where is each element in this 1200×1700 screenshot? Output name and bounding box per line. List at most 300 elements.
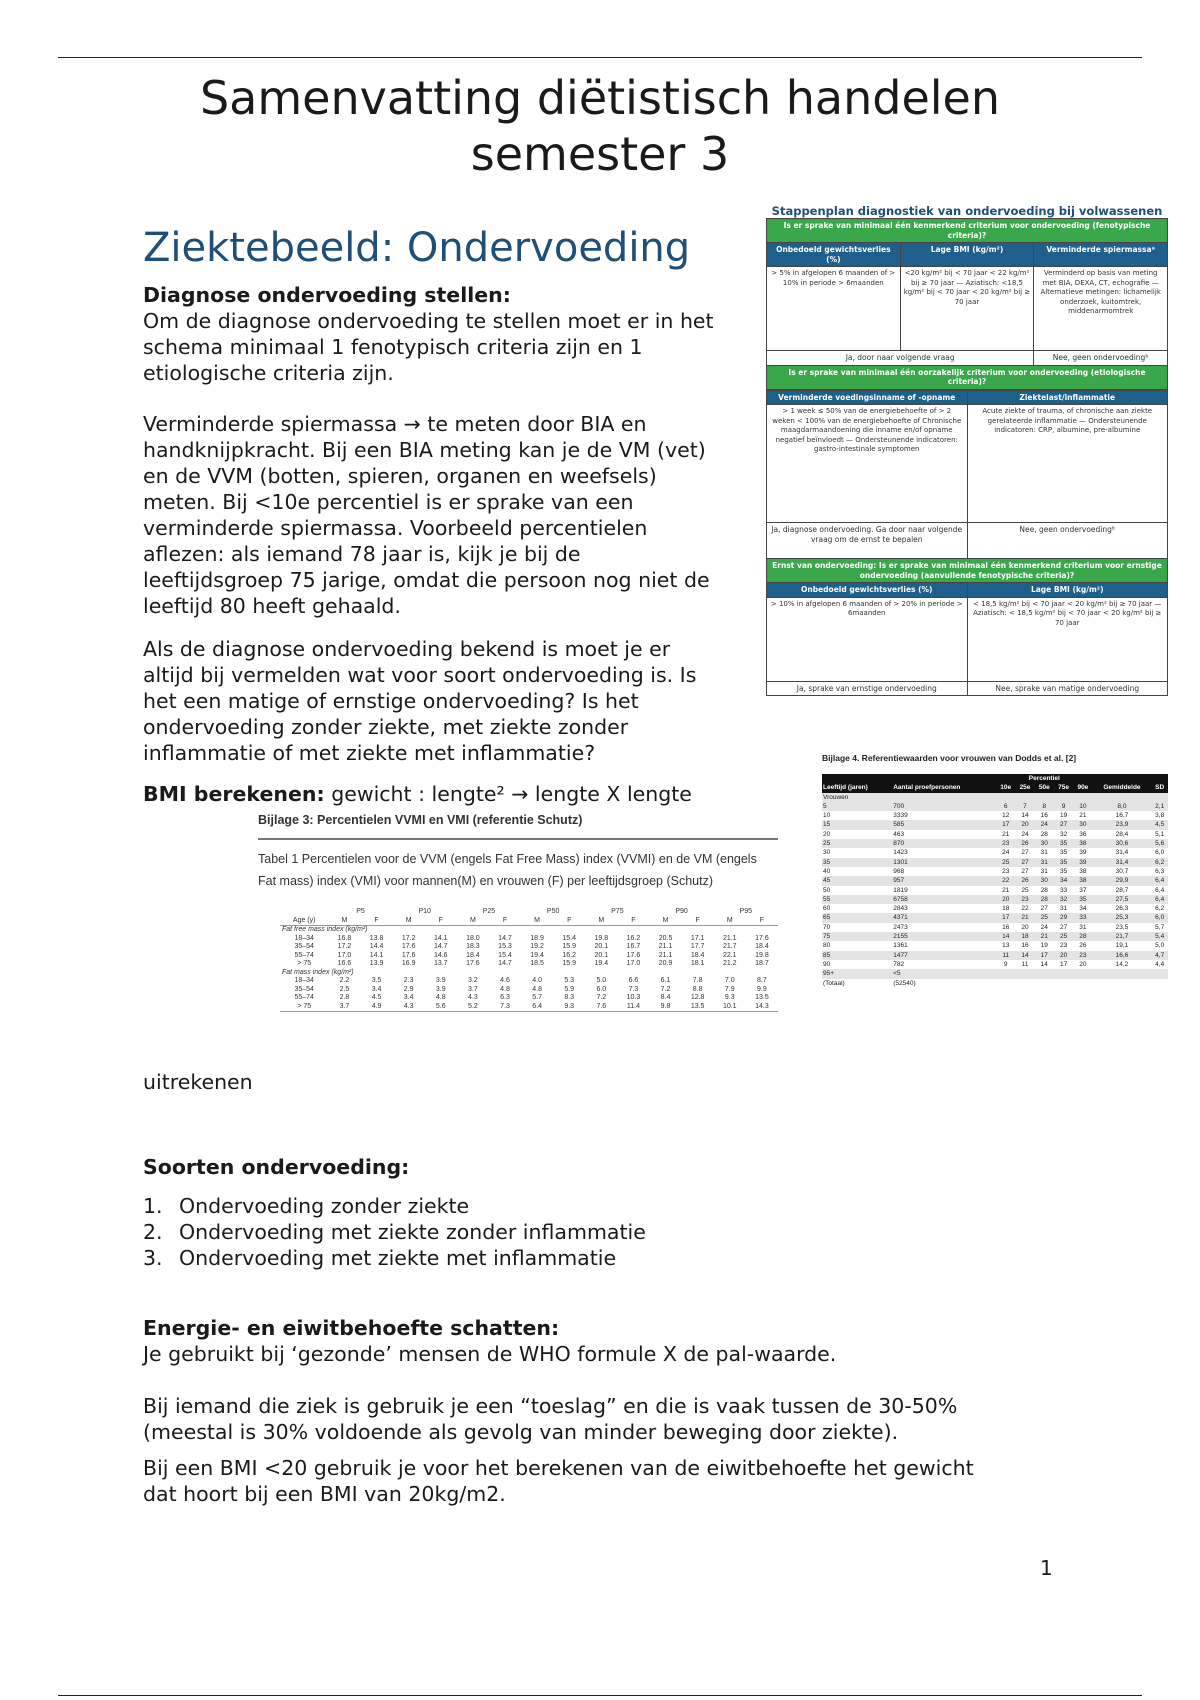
table-cell: 7.2 (660, 985, 671, 993)
table-cell: 18.5 (530, 960, 544, 967)
table-cell: 27 (1021, 867, 1029, 875)
table-row (822, 839, 1168, 848)
table-cell: 16.6 (337, 960, 352, 967)
table-cell: 20 (1054, 951, 1073, 960)
table-cell: 31,4 (1115, 849, 1129, 857)
table-cell: 28 (1035, 895, 1054, 904)
table-row (280, 969, 778, 978)
list-item: 2. Ondervoeding met ziekte zonder inflammatie (143, 1220, 646, 1244)
table-cell: 5.7 (532, 994, 542, 1001)
table-row (280, 908, 778, 917)
table-row (280, 935, 778, 944)
table-cell: 24 (1040, 923, 1048, 931)
table-cell (1015, 979, 1034, 988)
table-cell: 11.4 (617, 1003, 649, 1012)
table-cell: 30 (1035, 839, 1054, 848)
table-cell: M (457, 917, 489, 926)
table-cell (1073, 969, 1092, 978)
table-row (822, 876, 1168, 885)
table-cell (996, 969, 1015, 978)
table-cell: 5.9 (564, 985, 575, 993)
list-item: 1. Ondervoeding zonder ziekte (143, 1194, 470, 1218)
table-cell: 21 (1035, 932, 1054, 941)
table-cell: 2155 (892, 932, 996, 941)
table-cell: 21,7 (1093, 932, 1152, 941)
table-cell: 700 (892, 802, 996, 811)
table-cell: 16,7 (1115, 812, 1129, 820)
table-cell: 16.7 (626, 943, 641, 950)
table-cell (1093, 979, 1152, 988)
table-cell: 30,6 (1093, 839, 1152, 848)
table-cell: 8.8 (692, 985, 703, 993)
table-cell: 23 (1015, 895, 1034, 904)
table-cell: 18.4 (755, 943, 769, 950)
table-cell: 17.2 (401, 934, 416, 942)
table-cell: 14.1 (433, 934, 448, 942)
table-cell: F (489, 917, 521, 926)
table-cell: 30 (1073, 820, 1092, 829)
table-cell: 38 (1073, 876, 1092, 885)
list-item: 3. Ondervoeding met ziekte met inflammatie (143, 1246, 617, 1270)
bottom-rule (58, 1695, 1142, 1696)
table-row (280, 917, 778, 926)
table-cell: 5.6 (425, 1003, 457, 1012)
table-cell: 28,7 (1115, 886, 1129, 894)
table-cell: P5 (356, 908, 365, 915)
table-cell: 14.7 (433, 943, 448, 950)
table-cell: 35–54 (294, 985, 314, 993)
table-cell: F (425, 917, 457, 926)
table-cell: 19.8 (755, 951, 769, 959)
table-cell: 4371 (892, 913, 996, 922)
table-cell: 24 (1002, 849, 1010, 857)
table-cell: 23,5 (1115, 923, 1129, 931)
table-cell: 28 (1040, 830, 1048, 838)
table-cell: 5.0 (596, 977, 607, 984)
table-cell: 20.9 (658, 960, 673, 967)
table-cell: 22 (996, 876, 1015, 885)
diagnose-block: Diagnose ondervoeding stellen: Om de diagnose ondervoeding te stellen moet er in het schema minimaal 1 fenotypisch criteria zijn en 1 etiologische criteria zijn. (143, 283, 714, 385)
table-cell: 1423 (893, 849, 908, 857)
table-cell: 17.0 (337, 951, 352, 959)
table-row (822, 858, 1168, 867)
table-cell: 2.3 (403, 977, 414, 984)
table-cell: 15.9 (562, 943, 577, 950)
table-cell: 90 (823, 960, 831, 968)
table-row (822, 820, 1168, 829)
table-cell: 20.1 (594, 943, 609, 950)
table-cell: 27 (1040, 905, 1048, 913)
table-cell: 10 (823, 812, 831, 820)
table-cell: 55 (822, 895, 892, 904)
table-cell: 4.3 (468, 994, 478, 1001)
table-cell: 10.1 (714, 1003, 746, 1012)
table-cell: 6,4 (1151, 895, 1168, 904)
table-cell: 6758 (892, 895, 996, 904)
table-cell: 55–74 (294, 951, 314, 959)
table-cell: 4.5 (371, 994, 382, 1001)
table-cell: 23,9 (1093, 820, 1152, 829)
table-cell: 25 (996, 858, 1015, 867)
table-cell: 3.7 (468, 985, 478, 993)
table-cell: 5,6 (1151, 839, 1168, 848)
table-cell: 27,5 (1093, 895, 1152, 904)
table-cell: 55–74 (294, 994, 314, 1001)
schutz-title: Bijlage 3: Percentielen VVMI en VMI (referentie Schutz) (258, 813, 583, 827)
table-cell: 25 (822, 839, 892, 848)
table-cell: 7.9 (724, 985, 735, 993)
table-cell: 1301 (892, 858, 996, 867)
table-cell: 27 (1059, 923, 1068, 931)
table-cell: <5 (892, 969, 996, 978)
table-cell: 16 (1040, 812, 1048, 820)
soort-paragraph: Als de diagnose ondervoeding bekend is moet je er altijd bij vermelden wat voor soort ondervoeding is. Is het een matige of ernstige ondervoeding? Is het ondervoeding zonder ziekte, met ziekte zonder inflammatie of met ziekte met inflammatie? (143, 637, 697, 765)
table-row (822, 867, 1168, 876)
table-cell: 4,5 (1151, 820, 1168, 829)
table-cell: 20 (823, 830, 831, 838)
table-cell: 22 (1021, 905, 1029, 913)
table-cell (1093, 774, 1152, 783)
table-cell: 22.1 (722, 951, 737, 959)
table-cell: 3.4 (371, 985, 382, 993)
table-cell: 7.6 (585, 1003, 617, 1012)
table-cell: 16,6 (1093, 951, 1152, 960)
table-cell: 4,7 (1151, 951, 1168, 960)
table-cell: 14 (1021, 812, 1029, 820)
table-cell: 18.4 (466, 951, 480, 959)
table-cell: 9.3 (724, 994, 735, 1001)
table-cell: 585 (892, 820, 996, 829)
table-cell: Aantal proefpersonen (892, 783, 996, 792)
table-cell: 50 (823, 886, 831, 894)
table-cell: SD (1151, 783, 1168, 792)
table-row (280, 943, 778, 952)
table-cell: 23 (1073, 951, 1092, 960)
table-cell: 17.7 (690, 943, 705, 950)
table-cell: 463 (893, 830, 905, 838)
table-row (822, 793, 1168, 802)
table-cell: 19,1 (1115, 942, 1129, 950)
page-number: 1 (1040, 1556, 1053, 1580)
table-cell: 31 (1040, 849, 1048, 857)
table-cell: 3.5 (371, 977, 382, 984)
table-cell: 33 (1073, 913, 1092, 922)
table-row (280, 994, 778, 1003)
table-cell: 4.8 (500, 985, 510, 993)
table-cell: 18.9 (530, 934, 544, 942)
table-cell: 5 (822, 802, 892, 811)
table-cell: 1477 (892, 951, 996, 960)
table-cell: 8 (1035, 802, 1054, 811)
table-cell: P95 (739, 908, 753, 915)
table-cell: 31 (1035, 858, 1054, 867)
table-cell: M (714, 917, 746, 926)
table-cell: 6,4 (1155, 886, 1165, 894)
table-cell: 2.8 (339, 994, 350, 1001)
table-cell: 17.6 (401, 951, 416, 959)
table-cell: 18.7 (755, 960, 769, 967)
table-cell: 5.2 (457, 1003, 489, 1012)
table-cell: 6,0 (1151, 913, 1168, 922)
table-cell: 23 (996, 839, 1015, 848)
table-cell: P75 (611, 908, 624, 915)
table-cell (892, 774, 996, 783)
table-cell: 17.6 (466, 960, 480, 967)
table-cell: P90 (675, 908, 688, 915)
diagnostics-flowchart (766, 204, 1168, 696)
table-row (822, 951, 1168, 960)
table-cell: 25 (1054, 932, 1073, 941)
table-cell: 9.9 (757, 985, 767, 993)
table-cell: 17.2 (337, 943, 352, 950)
table-cell: 6,2 (1151, 858, 1168, 867)
table-cell: 4.9 (361, 1003, 393, 1012)
table-cell: 3.9 (435, 977, 446, 984)
table-cell (996, 979, 1015, 988)
table-cell: 14.6 (433, 951, 448, 959)
table-cell: 13 (1002, 942, 1010, 950)
table-cell: 18 (1015, 932, 1034, 941)
table-cell: 5,0 (1155, 942, 1165, 950)
table-cell: 39 (1079, 849, 1087, 857)
table-cell: 35 (822, 858, 892, 867)
table-cell: 19.8 (594, 934, 609, 942)
bmi-line (143, 781, 692, 807)
table-cell (1054, 969, 1073, 978)
table-cell: 21 (1015, 913, 1034, 922)
flowchart-step1: Is er sprake van minimaal één kenmerkend criterium voor ondervoeding (fenotypische criteria)? Onbedoeld gewichtsverlies (%) Lage BMI (kg/m²) Verminderde spiermassaᵃ > 5% in afgelopen 6 maanden of > 10% in periode > 6maanden <20 kg/m² bij < 70 jaar < 22 kg/m² bij ≥ 70 jaar — Aziatisch: <18,5 kg/m² bij < 70 jaar < 20 kg/m² bij ≥ 70 jaar Verminderd op basis van meting met BIA, DEXA, CT, echografie — Alternatieve metingen: lichamelijk onderzoek, kuitomtrek, middenarmomtrek Ja, door naar volgende vraag Nee, geen ondervoedingᵇ Is er sprake van minimaal één oorzakelijk criterium voor ondervoeding (etiologische criteria)? (766, 218, 1168, 390)
table-cell: 17.1 (690, 934, 705, 942)
table-cell: 21.1 (722, 934, 737, 942)
table-cell: 20 (1079, 960, 1087, 968)
table-cell: 14.7 (498, 960, 512, 967)
table-row (280, 926, 778, 935)
table-cell: 26 (1015, 839, 1034, 848)
page-title: Samenvatting diëtistisch handelen semester 3 (199, 71, 1001, 181)
table-cell: 4.0 (532, 977, 542, 984)
table-row (822, 960, 1168, 969)
table-cell: F (746, 917, 778, 926)
table-row (280, 952, 778, 961)
table-cell: 17 (1059, 960, 1068, 968)
table-cell: 65 (822, 913, 892, 922)
table-cell: 968 (893, 867, 905, 875)
table-cell: Fat free mass index (kg/m²) (282, 926, 368, 933)
table-cell: 21.1 (658, 951, 673, 959)
table-cell: 6.4 (521, 1003, 553, 1012)
table-cell: 4.6 (500, 977, 510, 984)
table-cell: 32 (1054, 895, 1073, 904)
table-cell: 70 (823, 923, 831, 931)
table-cell: 4.8 (435, 994, 446, 1001)
table-cell: 8,0 (1093, 802, 1152, 811)
table-cell: M (649, 917, 681, 926)
table-cell: F (553, 917, 585, 926)
table-cell: Gemiddelde (1093, 783, 1152, 792)
table-cell: 30 (1035, 876, 1054, 885)
table-cell: 5.3 (564, 977, 575, 984)
table-cell: 15.4 (498, 951, 512, 959)
table-cell: 6 (996, 802, 1015, 811)
table-cell: 13.5 (755, 994, 769, 1001)
table-cell: 12.8 (690, 994, 705, 1001)
spiermassa-paragraph: Verminderde spiermassa → te meten door BIA en handknijpkracht. Bij een BIA meting kan je de VM (vet) en de VVM (botten, spieren, organen en weefsels) meten. Bij <10e percentiel is er sprake van een verminderde spiermassa. Voorbeeld percentielen aflezen: als iemand 78 jaar is, kijk je bij de leeftijdsgroep 75 jarige, omdat die persoon nog niet de leeftijd 80 heeft gehaald. (143, 412, 710, 618)
table-cell: P10 (418, 908, 431, 915)
table-cell (1054, 979, 1073, 988)
table-cell: 13.5 (682, 1003, 714, 1012)
table-row (822, 811, 1168, 820)
table-cell: 95+ (822, 969, 892, 978)
table-cell: 31 (1040, 867, 1048, 875)
table-cell: 38 (1073, 839, 1092, 848)
table-cell: > 75 (297, 960, 312, 967)
table-cell: Fat mass index (kg/m²) (282, 968, 354, 976)
table-cell: 2,1 (1151, 802, 1168, 811)
table-cell: F (361, 917, 393, 926)
table-cell: 50e (1035, 783, 1054, 792)
table-cell: 7 (1015, 802, 1034, 811)
table-cell: 15 (822, 820, 892, 829)
flowchart-title: Stappenplan diagnostiek van ondervoeding bij volwassenen (771, 204, 1163, 218)
schutz-caption: Tabel 1 Percentielen voor de VVM (engels Fat Free Mass) index (VVMI) en de VM (engels Fat mass) index (VMI) voor mannen(M) en vrouwen (F) per leeftijdsgroep (Schutz) (258, 852, 757, 888)
table-cell: 17.6 (401, 943, 416, 950)
table-row (822, 783, 1168, 792)
table-row (822, 923, 1168, 932)
table-cell: 3,8 (1155, 812, 1165, 820)
table-cell: M (393, 917, 425, 926)
table-cell: 36 (1079, 830, 1087, 838)
dodds-reference-table (822, 752, 1168, 988)
table-cell: 27 (1015, 858, 1034, 867)
table-cell: 28,4 (1115, 830, 1129, 838)
table-cell: 15.4 (562, 934, 577, 942)
table-cell: 11 (996, 951, 1015, 960)
table-cell: 31 (1059, 905, 1068, 913)
table-cell: 33 (1059, 886, 1068, 894)
table-cell: 20.5 (658, 934, 673, 942)
table-cell: F (682, 917, 714, 926)
table-cell: 12 (1002, 812, 1010, 820)
table-cell (1151, 969, 1168, 978)
energie-heading: Energie- en eiwitbehoefte schatten: (143, 1316, 560, 1340)
table-cell: 40 (823, 867, 831, 875)
table-cell: 27 (1054, 820, 1073, 829)
table-cell: 16.9 (401, 960, 416, 967)
table-cell: 28 (1040, 886, 1048, 894)
table-cell: 32 (1059, 830, 1068, 838)
table-cell: 75e (1054, 783, 1073, 792)
table-cell: 6.0 (596, 985, 607, 993)
table-cell: 19 (1040, 942, 1048, 950)
table-cell: 10.3 (626, 994, 641, 1001)
table-cell: 30,7 (1115, 867, 1129, 875)
table-cell: 13.8 (369, 934, 384, 942)
table-cell: 6.1 (660, 977, 671, 984)
table-row (822, 802, 1168, 811)
top-rule (58, 57, 1142, 58)
table-cell: Leeftijd (jaren) (822, 783, 892, 792)
flowchart-step2: Verminderde voedingsinname of -opname Ziektelast/inflammatie > 1 week ≤ 50% van de energiebehoefte of > 2 weken < 100% van de energiebehoefte of Chronische maagdarmaandoening die inname en/of opname negatief beïnvloedt — Ondersteunende indicatoren: gastro-intestinale symptomen Acute ziekte of trauma, of chronische aan ziekte gerelateerde inflammatie — Ondersteunende indicatoren: CRP, albumine, pre-albumine Ja, diagnose ondervoeding. Ga door naar volgende vraag om de ernst te bepalen Nee, geen ondervoedingᵇ Ernst van ondervoeding: Is er sprake van minimaal één kenmerkend criterium voor ernstige ondervoeding (aanvullende fenotypische criteria)? Onbedoeld gewichtsverlies (%) Lage BMI (kg/m²) > 10% in afgelopen 6 maanden of > 20% in periode > 6maanden < 18,5 kg/m² bij < 70 jaar < 20 kg/m² bij ≥ 70 jaar — Aziatisch: < 18,5 kg/m² bij < 70 jaar < 20 kg/m² bij ≥ 70 jaar Ja, sprake van ernstige ondervoeding Nee, sprake van matige ondervoeding (766, 390, 1168, 697)
table-cell: (Totaal) (823, 979, 845, 987)
table-cell: 26,3 (1115, 905, 1129, 913)
table-cell: 7.8 (692, 977, 703, 984)
table-cell: 16.8 (337, 934, 352, 942)
table-cell: 25,3 (1093, 913, 1152, 922)
table-row (822, 932, 1168, 941)
table-cell: 35 (1073, 895, 1092, 904)
table-row (280, 977, 778, 986)
table-cell: 25e (1015, 783, 1034, 792)
table-cell: 18–34 (294, 977, 314, 984)
table-cell: 17.6 (755, 934, 769, 942)
table-cell: 35 (1054, 858, 1073, 867)
table-cell: 39 (1073, 858, 1092, 867)
section-heading: Ziektebeeld: Ondervoeding (143, 225, 691, 271)
table-cell: 7.3 (628, 985, 639, 993)
table-cell: 6,3 (1155, 867, 1165, 875)
table-cell: 25 (1035, 913, 1054, 922)
table-cell: 16 (1021, 942, 1029, 950)
table-cell: 24 (1021, 830, 1029, 838)
table-cell: 4,4 (1155, 960, 1165, 968)
bmi-tail: uitrekenen (143, 1070, 253, 1094)
table-cell: 90e (1073, 783, 1092, 792)
table-cell: 20 (996, 895, 1015, 904)
diagnose-heading: Diagnose ondervoeding stellen: (143, 283, 511, 307)
table-cell: 2843 (893, 905, 908, 913)
table-cell: Percentiel (996, 774, 1092, 783)
bmi-label: BMI berekenen: (143, 782, 325, 806)
soorten-heading: Soorten ondervoeding: (143, 1155, 410, 1179)
table-cell (1035, 969, 1054, 978)
table-cell: 17 (1035, 951, 1054, 960)
table-cell: 17 (996, 820, 1015, 829)
table-cell: 3.9 (435, 985, 446, 993)
table-cell: 3.4 (403, 994, 414, 1001)
table-cell: 14.3 (746, 1003, 778, 1012)
table-cell: 17 (996, 913, 1015, 922)
table-row (822, 979, 1168, 988)
table-cell: 20 (1021, 923, 1029, 931)
bmi-text: gewicht : lengte² → lengte X lengte (324, 782, 692, 806)
table-row (280, 960, 778, 969)
table-cell: 60 (823, 905, 831, 913)
table-cell: 9 (1054, 802, 1073, 811)
table-cell: 2473 (893, 923, 908, 931)
table-cell: 18.0 (466, 934, 480, 942)
table-cell: 35 (1054, 839, 1073, 848)
table-cell: M (585, 917, 617, 926)
table-cell: 27 (1021, 849, 1029, 857)
table-cell: 18.1 (690, 960, 705, 967)
table-cell (822, 774, 892, 783)
table-cell: 15.9 (562, 960, 577, 967)
table-cell: Age (y) (280, 917, 328, 926)
table-cell: 2.9 (403, 985, 414, 993)
table-cell: P25 (482, 908, 496, 915)
table-cell (1093, 969, 1152, 978)
table-cell (280, 908, 328, 917)
table-cell: 18 (1002, 905, 1010, 913)
table-cell: M (521, 917, 553, 926)
table-cell: 21.1 (658, 943, 673, 950)
table-cell: 3.2 (468, 977, 478, 984)
table-cell: 13.9 (369, 960, 384, 967)
table-cell: 18–34 (294, 934, 314, 942)
table-cell: 35–54 (294, 943, 314, 950)
table-cell: 7.2 (596, 994, 607, 1001)
table-cell: F (617, 917, 649, 926)
